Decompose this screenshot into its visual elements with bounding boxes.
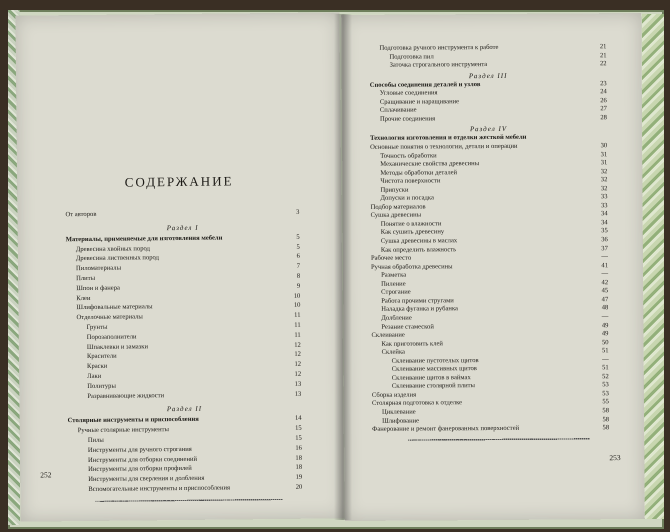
toc-entry-page: 18 bbox=[295, 454, 303, 462]
toc-entry-page: 53 bbox=[602, 381, 609, 389]
toc-entry-page: 30 bbox=[600, 142, 608, 150]
toc-entry-page: 20 bbox=[295, 483, 303, 491]
toc-entry-title: Ручные столярные инструменты bbox=[77, 426, 169, 435]
toc-entry-title: Инструменты для сверления и долбления bbox=[88, 474, 205, 484]
toc-entry-page: 5 bbox=[296, 243, 300, 251]
toc-section-heading: Раздел I bbox=[166, 223, 199, 232]
toc-entry-title: Разметка bbox=[381, 271, 407, 279]
toc-entry-title: Шпаклевки и замазки bbox=[86, 342, 148, 351]
toc-entry-title: Шпон и фанера bbox=[76, 284, 120, 292]
toc-entry-page: 31 bbox=[600, 150, 608, 158]
toc-entry-title: Столярная подготовка к отделке bbox=[371, 399, 463, 408]
toc-entry-page: 11 bbox=[294, 321, 301, 329]
toc-entry-title: Разравнивающие жидкости bbox=[87, 391, 165, 400]
toc-entry-page: 5 bbox=[296, 233, 300, 241]
toc-entry-page: 33 bbox=[600, 193, 608, 201]
toc-entry-title: Политуры bbox=[87, 382, 116, 390]
page-number-right: 253 bbox=[609, 453, 621, 463]
toc-entry-title: Пиление bbox=[381, 280, 406, 288]
toc-entry-title: Отделочные материалы bbox=[76, 313, 143, 322]
toc-entry-title: Пилы bbox=[87, 436, 104, 444]
toc-entry-page: 11 bbox=[294, 331, 301, 339]
toc-entry-page: 49 bbox=[601, 330, 609, 338]
toc-entry-title: Краски bbox=[87, 362, 108, 371]
toc-entry-page: 11 bbox=[294, 311, 301, 319]
toc-entry-page: 51 bbox=[601, 347, 609, 355]
toc-entry-page: 14 bbox=[294, 415, 302, 423]
toc-entry-title: Красители bbox=[86, 353, 117, 361]
toc-entry-page: — bbox=[601, 253, 608, 261]
toc-entry-page: 27 bbox=[600, 105, 607, 113]
toc-entry-page: — bbox=[601, 270, 609, 278]
toc-entry-page: 55 bbox=[602, 398, 609, 406]
toc-entry-page: 18 bbox=[295, 464, 303, 472]
toc-entry-title: Материалы, применяемые для изготовления мебели bbox=[65, 234, 223, 243]
toc-entry-title: Допуски и посадка bbox=[380, 194, 434, 203]
toc-entry-page: — bbox=[602, 355, 609, 363]
toc-section-heading: Раздел II bbox=[166, 405, 203, 414]
toc-entry-page: 58 bbox=[602, 415, 610, 423]
book-gutter bbox=[334, 14, 352, 520]
toc-entry-title: Подбор материалов bbox=[370, 203, 426, 211]
toc-entry-page: 15 bbox=[295, 434, 302, 442]
toc-entry-title: Как сушить древесину bbox=[380, 228, 445, 237]
toc-entry-title: Подготовка ручного инструмента к работе bbox=[379, 43, 499, 52]
toc-entry-page: 12 bbox=[294, 351, 301, 359]
left-page bbox=[15, 12, 344, 521]
toc-entry-title: Прочие соединения bbox=[379, 115, 436, 123]
page-number-left: 252 bbox=[40, 470, 52, 480]
toc-entry-title: Инструменты для отборки соединений bbox=[87, 455, 198, 464]
toc-entry-page: 26 bbox=[600, 96, 607, 104]
toc-entry-title: Сушка древесины bbox=[370, 211, 422, 220]
toc-entry-page: 49 bbox=[601, 321, 609, 329]
toc-entry-page: 42 bbox=[601, 278, 609, 286]
toc-entry-page: 34 bbox=[601, 219, 608, 227]
toc-entry-title: Склейка bbox=[381, 348, 406, 356]
toc-entry-title: Понятие о влажности bbox=[380, 220, 442, 228]
right-page bbox=[341, 13, 645, 521]
toc-entry-page: 41 bbox=[601, 261, 609, 269]
toc-entry-title: Как приготовить клей bbox=[381, 339, 443, 348]
toc-entry-title: Шлифовальные материалы bbox=[76, 303, 153, 312]
toc-entry-title: Сращивание и наращивание bbox=[379, 97, 460, 106]
toc-entry-title: Резание стамеской bbox=[381, 322, 434, 331]
toc-entry-page: 51 bbox=[602, 364, 609, 372]
cover-pattern-right bbox=[642, 14, 664, 519]
toc-entry-page: 32 bbox=[600, 184, 608, 192]
toc-entry-title: Припуски bbox=[380, 186, 409, 194]
toc-entry-page: 45 bbox=[601, 287, 609, 295]
toc-section-heading: Раздел IV bbox=[469, 125, 508, 134]
toc-entry-page: 21 bbox=[599, 51, 607, 59]
toc-entry-page: 28 bbox=[600, 114, 607, 122]
toc-entry-page: 58 bbox=[602, 424, 610, 432]
toc-entry-title: Столярные инструменты и приспособления bbox=[67, 416, 199, 425]
toc-entry-title: Сушка древесины в маслах bbox=[380, 237, 458, 245]
toc-entry-page: 50 bbox=[601, 338, 609, 346]
toc-entry-title: Как определить влажность bbox=[380, 245, 457, 254]
toc-entry-title: Ручная обработка древесины bbox=[370, 262, 453, 271]
toc-entry-page: 32 bbox=[600, 167, 608, 175]
toc-entry-page: 12 bbox=[294, 360, 302, 368]
toc-entry-title: Подготовка пил bbox=[389, 52, 434, 61]
toc-entry-title: Чистота поверхности bbox=[380, 177, 441, 185]
toc-entry-page: 47 bbox=[601, 296, 609, 304]
toc-entry-title: Склеивание щитов в ваймах bbox=[391, 373, 471, 382]
toc-entry-title: Точность обработки bbox=[380, 151, 437, 160]
toc-entry-title: Фанерование и ремонт фанерованных поверхностей bbox=[372, 424, 520, 433]
toc-entry-title: От авторов bbox=[65, 210, 97, 219]
toc-entry-page: 53 bbox=[602, 390, 609, 398]
toc-entry-page: 12 bbox=[294, 341, 301, 349]
toc-leader-dots bbox=[233, 494, 282, 501]
toc-entry-page: 34 bbox=[601, 210, 608, 218]
toc-entry-title: Инструменты для отборки профилей bbox=[88, 465, 192, 474]
toc-entry-page: 8 bbox=[296, 272, 301, 280]
toc-entry-page: 23 bbox=[600, 79, 607, 87]
toc-entry-page: 35 bbox=[601, 227, 608, 235]
toc-entry-page: 7 bbox=[296, 262, 301, 270]
toc-entry-title: Клеи bbox=[76, 294, 91, 302]
toc-entry-page: 33 bbox=[600, 201, 608, 210]
toc-entry-page: 24 bbox=[600, 88, 607, 96]
toc-entry-title: Наладка фуганка и рубанка bbox=[381, 305, 459, 314]
toc-entry-title: Методы обработки деталей bbox=[380, 168, 458, 177]
toc-entry-page: 19 bbox=[295, 473, 303, 481]
toc-entry-page: 22 bbox=[599, 60, 607, 68]
toc-entry-title: Склеивание столярной плиты bbox=[391, 382, 476, 391]
toc-entry-title: Работа прочими стругами bbox=[381, 297, 454, 305]
toc-entry-page: 37 bbox=[601, 244, 608, 252]
toc-entry-title: Вспомогательные инструменты и приспособления bbox=[88, 484, 231, 493]
toc-entry-title: Технология изготовления и отделки жесткой мебели bbox=[370, 134, 527, 143]
toc-entry-title: Сплачивание bbox=[379, 106, 417, 115]
toc-entry-title: Грунты bbox=[86, 323, 108, 331]
toc-entry-title: Строгание bbox=[381, 288, 411, 297]
toc-entry-title: Долбление bbox=[381, 314, 412, 322]
toc-entry-page: 31 bbox=[600, 159, 608, 167]
toc-entry-page: 3 bbox=[296, 208, 300, 216]
toc-entry-page: 16 bbox=[295, 444, 302, 452]
toc-entry-page: — bbox=[601, 313, 609, 321]
toc-entry-page: 58 bbox=[602, 407, 610, 415]
toc-entry-title: Порозаполнители bbox=[86, 333, 137, 341]
toc-entry-title: Древесина хвойных пород bbox=[75, 244, 150, 253]
toc-entry-title: Механические свойства древесины bbox=[380, 160, 480, 168]
toc-entry-title: Склеивание пустотелых щитов bbox=[391, 356, 479, 365]
toc-entry-title: Рабочее место bbox=[370, 254, 412, 262]
toc-entry-page: 48 bbox=[601, 304, 609, 312]
toc-entry-title: Пиломатериалы bbox=[75, 264, 122, 273]
toc-entry-title: Плиты bbox=[76, 274, 96, 283]
toc-entry-page: 21 bbox=[599, 43, 607, 51]
toc-entry-page: 9 bbox=[296, 282, 301, 290]
toc-entry-page: 12 bbox=[294, 370, 302, 378]
toc-entry-page: 52 bbox=[602, 372, 609, 381]
toc-entry-title: Сборка изделия bbox=[371, 391, 417, 399]
toc-entry-title: Древесина лиственных пород bbox=[75, 254, 160, 263]
toc-entry-page: 15 bbox=[295, 424, 302, 432]
toc-entry-title: Лаки bbox=[87, 372, 102, 380]
toc-entry-page: 6 bbox=[296, 253, 300, 261]
toc-entry-title: Способы соединения деталей и узлов bbox=[369, 80, 481, 89]
toc-entry-title: Угловые соединения bbox=[379, 89, 438, 97]
toc-entry-page: 13 bbox=[294, 390, 302, 398]
toc-entry-title: Склеивание массивных щитов bbox=[391, 365, 477, 373]
toc-entry-page: 10 bbox=[293, 292, 301, 300]
toc-entry-title: Заточка строгального инструмента bbox=[389, 61, 488, 69]
toc-entry-page: 10 bbox=[293, 302, 301, 310]
page-title: СОДЕРЖАНИЕ bbox=[124, 173, 234, 190]
toc-entry-title: Инструменты для ручного строгания bbox=[87, 445, 192, 454]
toc-entry-title: Склеивание bbox=[371, 331, 405, 339]
toc-entry-title: Основные понятия о технологии, детали и операции bbox=[370, 142, 518, 151]
toc-leader-dots bbox=[522, 433, 589, 439]
toc-entry-page: 13 bbox=[294, 380, 302, 388]
toc-entry-title: Циклевание bbox=[381, 408, 416, 416]
toc-entry-title: Шлифование bbox=[382, 417, 420, 425]
toc-section-heading: Раздел III bbox=[468, 71, 508, 80]
toc-entry-page: 32 bbox=[600, 176, 608, 184]
toc-entry-page: 36 bbox=[601, 236, 608, 244]
